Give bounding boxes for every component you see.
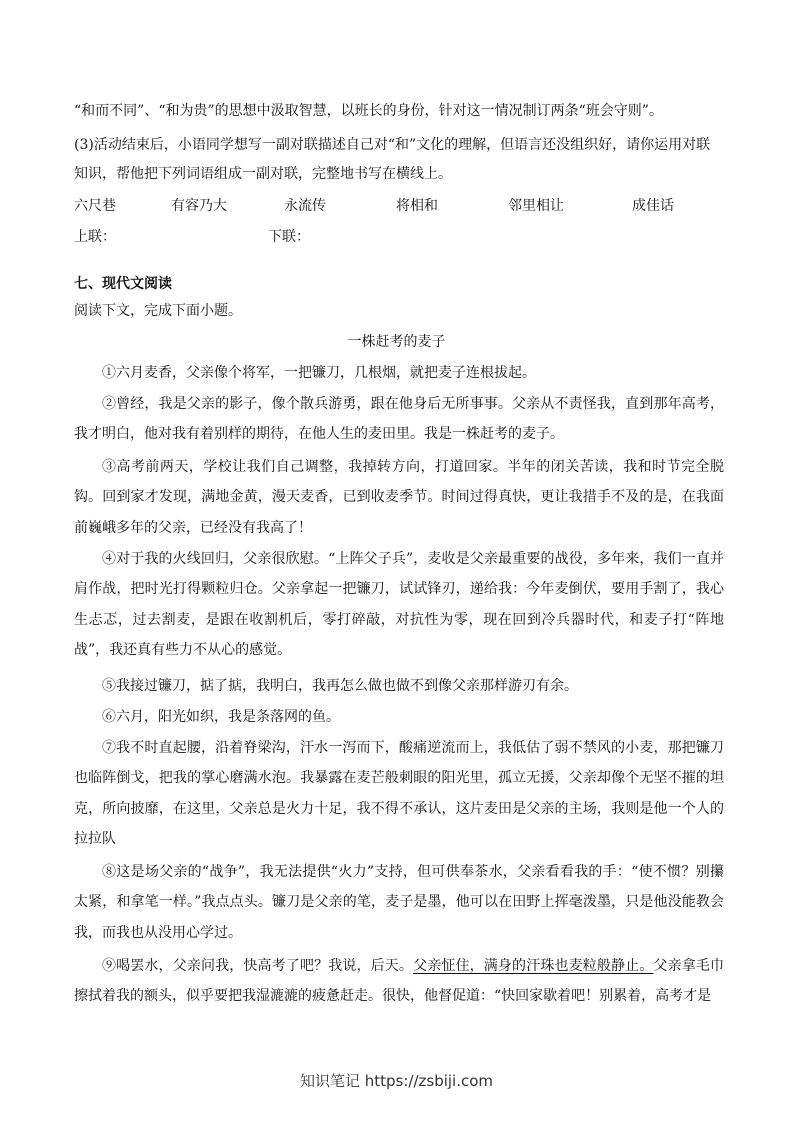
couplet-word: 有容乃大 (171, 198, 227, 214)
couplet-word: 成佳话 (632, 198, 674, 214)
paragraph-7: ⑦我不时直起腰，沿着脊梁沟，汗水一泻而下，酸痛逆流而上，我低估了弱不禁风的小麦，那把镰刀也临阵倒戈，把我的掌心磨满水泡。我暴露在麦芒般刺眼的阳光里，孤立无援，父亲却像个无坚不摧的坦克，所向披靡，在这里，父亲总是火力十足，我不得不承认，这片麦田是父亲的主场，我则是他一个人的拉拉队 (74, 740, 724, 847)
footer-watermark: 知识笔记 https://zsbiji.com (299, 1072, 494, 1090)
paragraph-9-end: 父亲拿毛巾擦拭着我的额头，似乎要把我湿漉漉的疲惫赶走。很快，他督促道：“快回家歇着吧！别累着，高考才是 (74, 958, 725, 1005)
passage-title: 一株赶考的麦子 (347, 334, 446, 350)
section-heading: 七、现代文阅读 (74, 276, 172, 292)
paragraph-1: ①六月麦香，父亲像个将军，一把镰刀，几根烟，就把麦子连根拔起。 (102, 365, 536, 381)
couplet-word: 将相和 (396, 198, 438, 214)
paragraph-2: ②曾经，我是父亲的影子，像个散兵游勇，跟在他身后无所事事。父亲从不责怪我，直到那年高考，我才明白，他对我有着别样的期待，在他人生的麦田里。我是一株赶考的麦子。 (74, 396, 724, 443)
paragraph-9 (74, 951, 724, 1012)
paragraph-3: ③高考前两天，学校让我们自己调整，我掉转方向，打道回家。半年的闭关苦读，我和时节完全脱钩。回到家才发现，满地金黄，漫天麦香，已到收麦季节。时间过得真快，更让我措手不及的是，在我面前巍峨多年的父亲，已经没有我高了！ (74, 459, 724, 536)
paragraph-8: ⑧这是场父亲的“战争”，我无法提供“火力”支持，但可供奉茶水，父亲看看我的手：“使不惯？别攥太紧，和拿笔一样。”我点点头。镰刀是父亲的笔，麦子是墨，他可以在田野上挥毫泼墨，只是他没能教会我，而我也从没用心学过。 (74, 864, 724, 941)
paragraph-4: ④对于我的火线回归，父亲很欣慰。“上阵父子兵”，麦收是父亲最重要的战役，多年来，我们一直并肩作战，把时光打得颗粒归仓。父亲拿起一把镰刀，试试锋刃，递给我：今年麦倒伏，要用手割了，我心生忐忑，过去割麦，是跟在收割机后，零打碎敲，对抗性为零，现在回到冷兵器时代，和麦子打“阵地战”，我还真有些力不从心的感觉。 (74, 551, 724, 658)
couplet-answer-row (74, 227, 723, 247)
paragraph-5: ⑤我接过镰刀，掂了掂，我明白，我再怎么做也做不到像父亲那样游刃有余。 (102, 678, 578, 694)
couplet-word-list (0, 196, 793, 216)
couplet-word: 永流传 (284, 198, 326, 214)
intro-line: “和而不同”、“和为贵”的思想中汲取智慧，以班长的身份，针对这一情况制订两条“班会守则”。 (74, 103, 663, 119)
question-3-line-2: 知识，帮他把下列词语组成一副对联，完整地书写在横线上。 (74, 166, 452, 182)
paragraph-6: ⑥六月，阳光如织，我是条落网的鱼。 (102, 709, 340, 725)
lower-couplet-label: 下联： (268, 229, 310, 245)
couplet-word: 邻里相让 (508, 198, 564, 214)
reading-instruction: 阅读下文，完成下面小题。 (74, 303, 242, 319)
question-3-line-1: (3)活动结束后，小语同学想写一副对联描述自己对“和”文化的理解，但语言还没组织好，请你运用对联 (74, 137, 711, 153)
underlined-sentence: 父亲怔住，满身的汗珠也麦粒般静止。 (413, 958, 654, 974)
paragraph-9-start: ⑨喝罢水，父亲问我，快高考了吧？我说，后天。 (102, 958, 414, 974)
couplet-word: 六尺巷 (74, 198, 116, 214)
upper-couplet-label: 上联： (74, 229, 116, 245)
